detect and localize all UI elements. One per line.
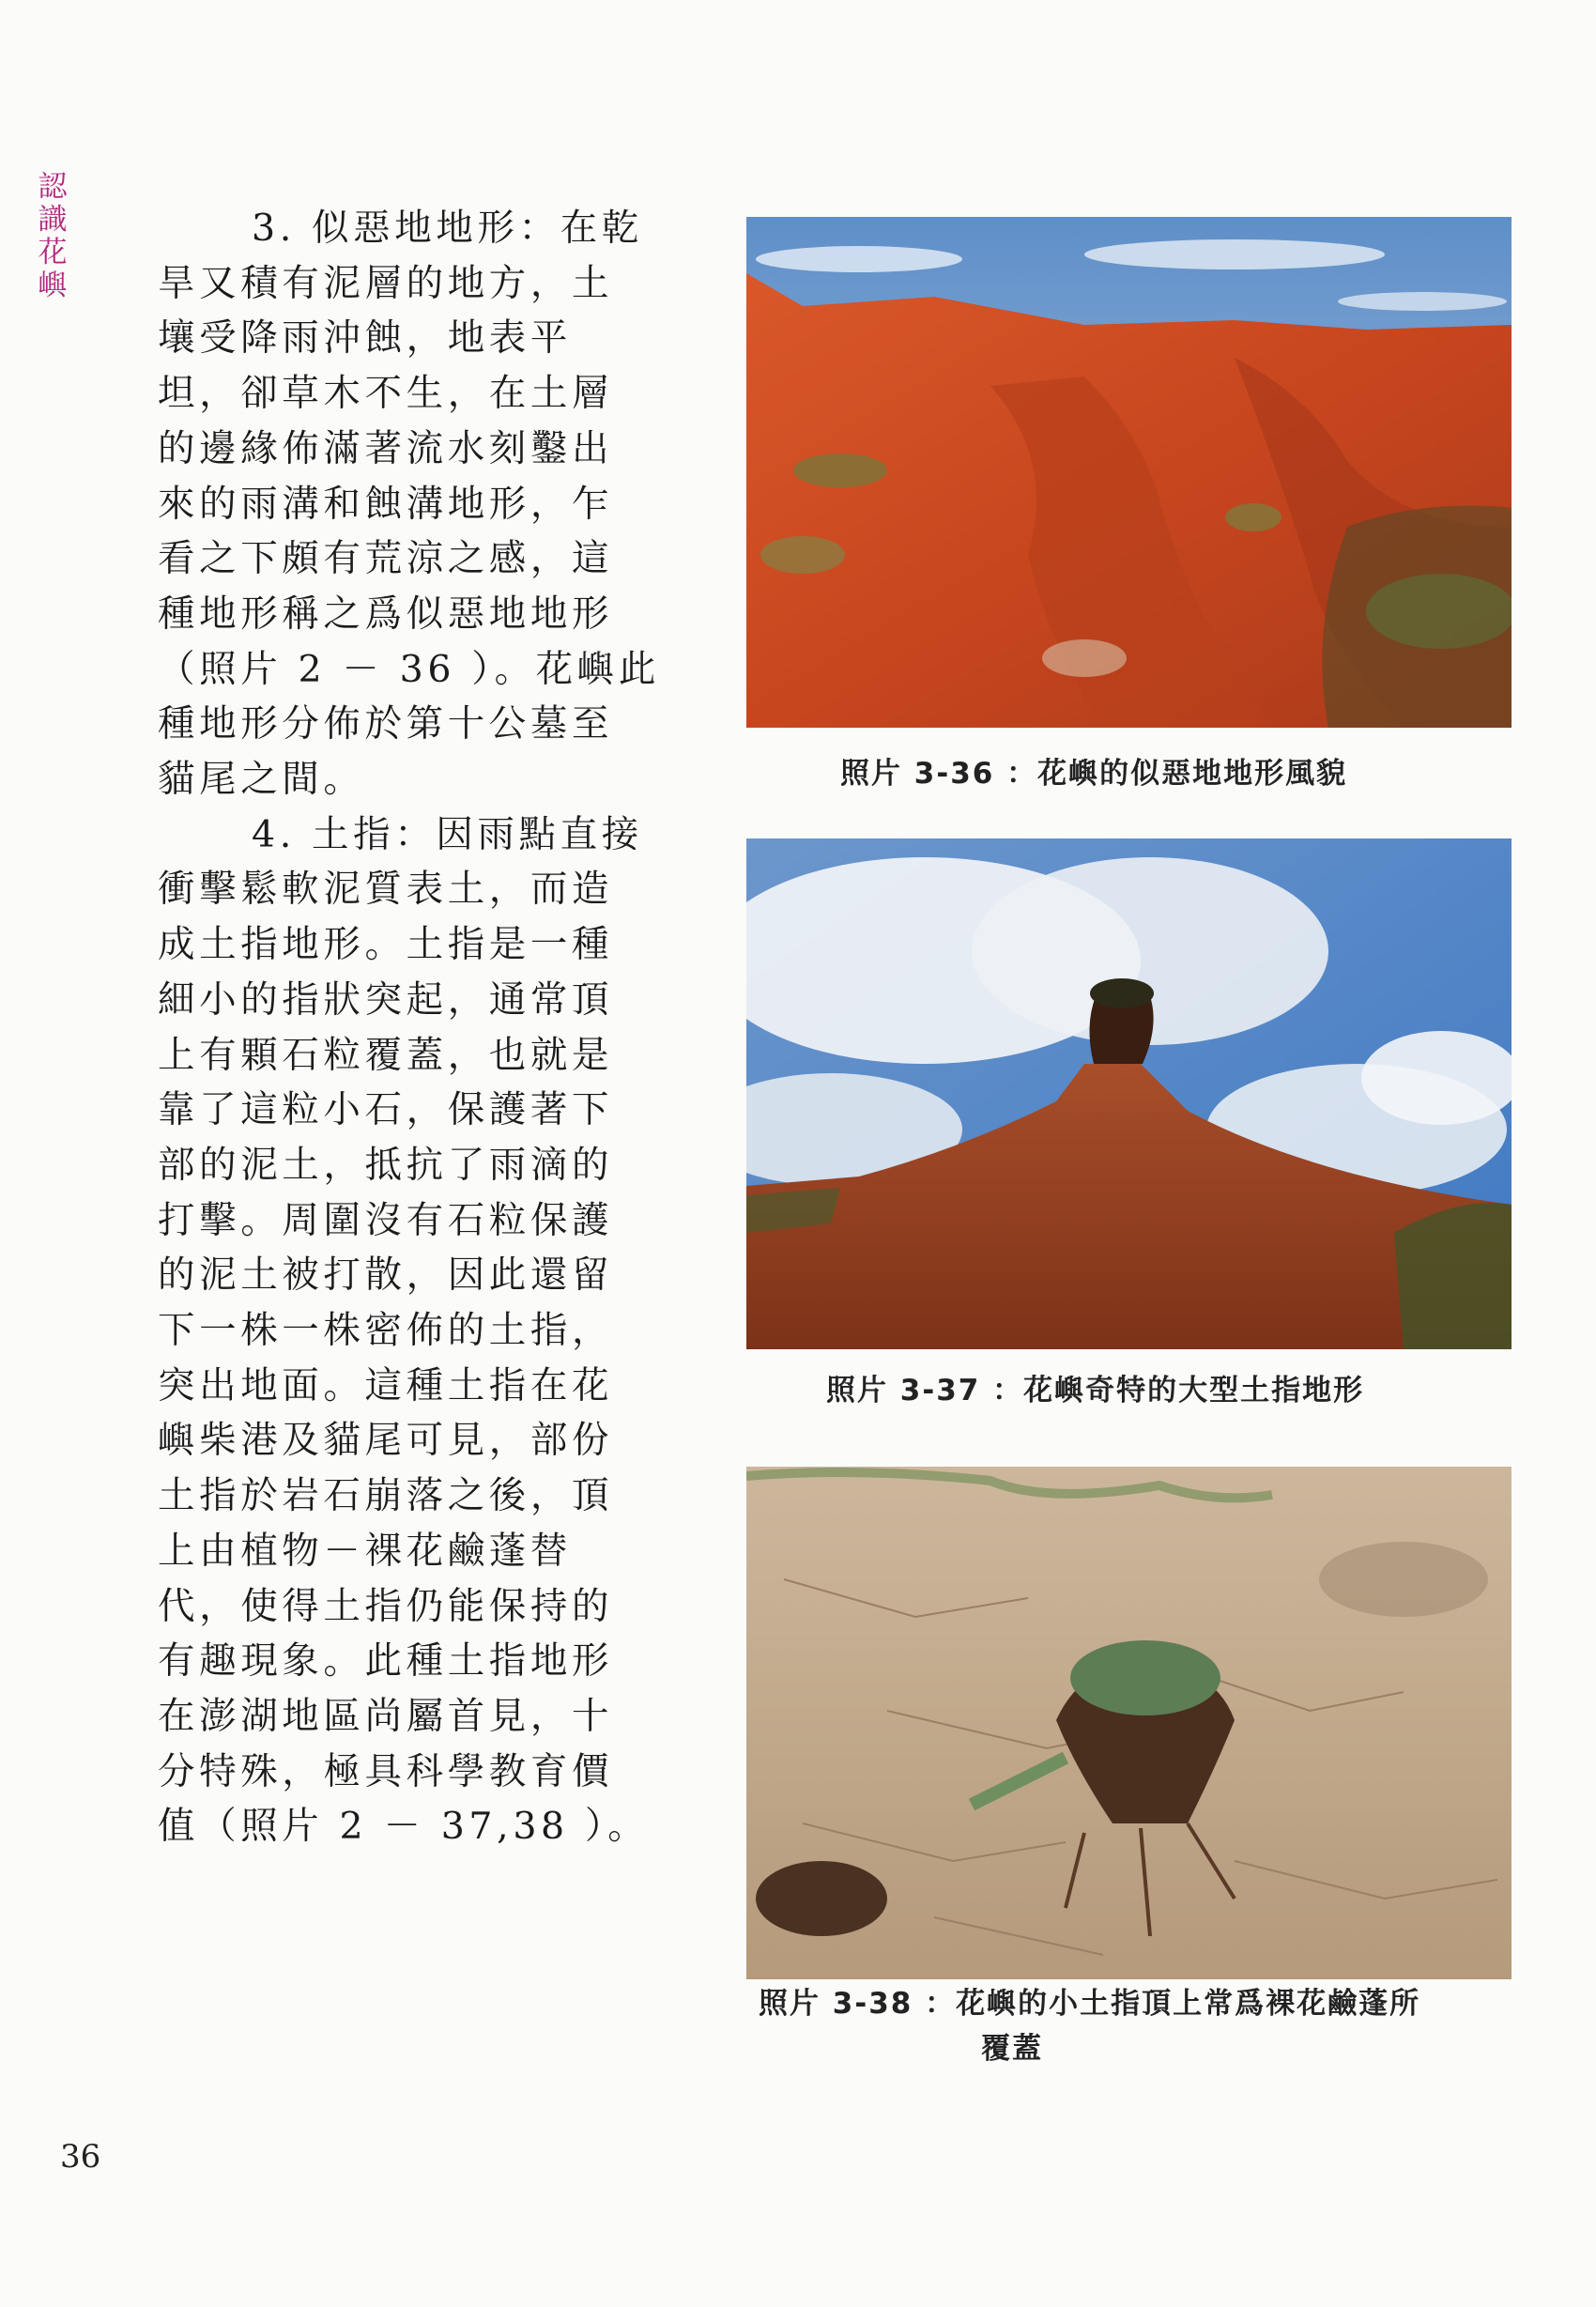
page-number: 36 <box>60 2138 101 2176</box>
body-text <box>158 201 660 1854</box>
text-line: （照片 2 － 36 ）。花嶼此 <box>158 647 660 691</box>
photo-badland-terrain <box>746 217 1512 728</box>
text-line: 3. 似惡地地形：在乾 <box>252 207 643 250</box>
text-line: 在澎湖地區尚屬首見，十 <box>158 1694 614 1738</box>
side-tab-char: 認 <box>38 170 68 204</box>
photo-caption: 照片 3-37 ：花嶼奇特的大型土指地形 <box>826 1374 1365 1407</box>
photo-caption: 照片 3-38 ：花嶼的小土指頂上常爲裸花鹼蓬所 <box>759 1987 1421 2021</box>
text-line: 下一株一株密佈的土指， <box>158 1309 614 1353</box>
side-section-tab <box>34 171 71 302</box>
text-line: 看之下頗有荒涼之感，這 <box>158 537 614 581</box>
text-line: 坦，卻草木不生，在土層 <box>158 372 614 416</box>
text-line: 貓尾之間。 <box>158 758 365 802</box>
text-line: 上有顆石粒覆蓋，也就是 <box>158 1033 614 1077</box>
text-line: 種地形稱之爲似惡地地形 <box>158 592 614 636</box>
text-line: 種地形分佈於第十公墓至 <box>158 702 614 746</box>
text-line: 靠了這粒小石，保護著下 <box>158 1088 614 1132</box>
text-line: 的邊緣佈滿著流水刻鑿出 <box>158 426 614 470</box>
text-line: 壤受降雨沖蝕，地表平 <box>158 316 572 361</box>
side-tab-char: 嶼 <box>38 269 68 302</box>
text-line: 衝擊鬆軟泥質表土，而造 <box>158 868 614 912</box>
side-tab-char: 花 <box>38 236 68 269</box>
text-line: 打擊。周圍沒有石粒保護 <box>158 1198 614 1242</box>
text-line: 上由植物－裸花鹼蓬替 <box>158 1529 572 1573</box>
side-tab-char: 識 <box>38 203 68 237</box>
text-line: 的泥土被打散，因此還留 <box>158 1253 614 1298</box>
text-line: 來的雨溝和蝕溝地形，乍 <box>158 482 614 526</box>
text-line: 代，使得土指仍能保持的 <box>158 1584 614 1628</box>
text-line: 分特殊，極具科學教育價 <box>158 1749 614 1793</box>
text-line: 4. 土指：因雨點直接 <box>252 812 643 856</box>
text-line: 細小的指狀突起，通常頂 <box>158 977 614 1022</box>
photo-caption: 照片 3-36 ：花嶼的似惡地地形風貌 <box>840 757 1348 791</box>
text-line: 成土指地形。土指是一種 <box>158 923 614 967</box>
text-line: 嶼柴港及貓尾可見，部份 <box>158 1419 614 1463</box>
text-line: 部的泥土，抵抗了雨滴的 <box>158 1143 614 1187</box>
photo-earth-pillar <box>746 838 1512 1349</box>
text-line: 突出地面。這種土指在花 <box>158 1363 614 1407</box>
text-line: 土指於岩石崩落之後，頂 <box>158 1474 614 1518</box>
photo-caption-continued: 覆蓋 <box>981 2032 1043 2066</box>
text-line: 旱又積有泥層的地方，土 <box>158 261 614 305</box>
text-line: 有趣現象。此種土指地形 <box>158 1639 614 1684</box>
photo-small-earth-pillar <box>746 1467 1512 1979</box>
text-line: 值（照片 2 － 37,38 ）。 <box>158 1805 650 1849</box>
